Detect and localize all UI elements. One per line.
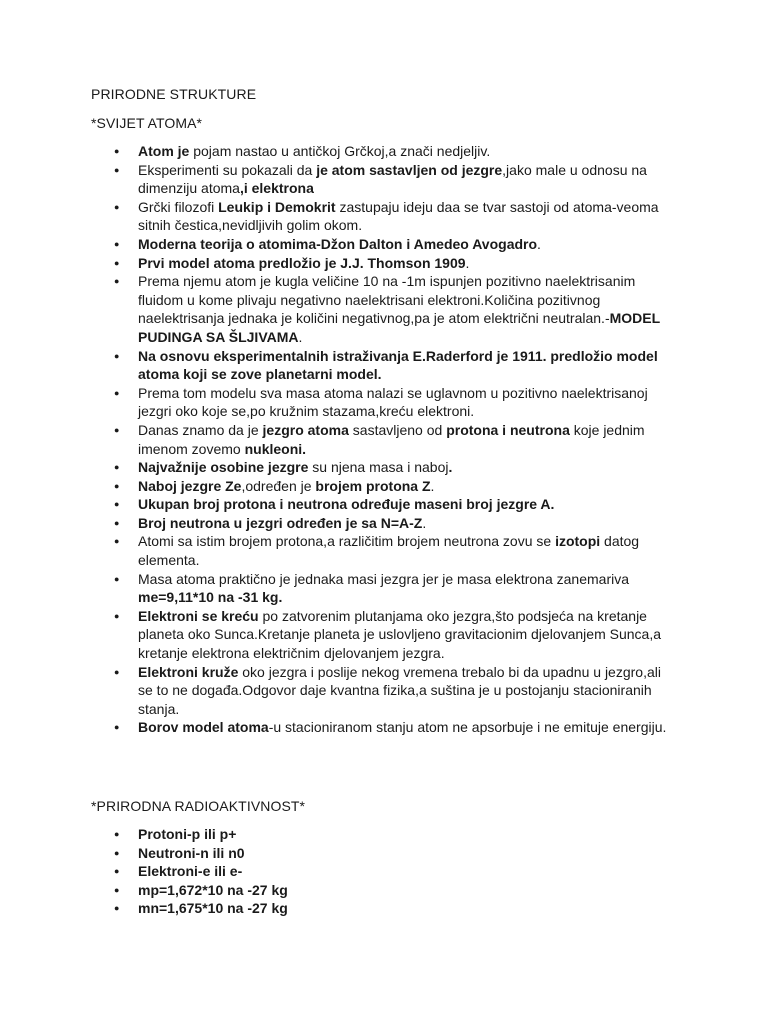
- bold-text: ,i elektrona: [239, 180, 314, 197]
- bold-text: me=9,11*10 na -31 kg.: [138, 589, 283, 606]
- text: Grčki filozofi: [138, 198, 219, 215]
- text: sastavljeno od: [348, 421, 447, 438]
- text: Prema tom modelu sva masa atoma nalazi se uglavnom u pozitivno naelektrisanoj jezgri oko koje se,po kružnim stazama,kreću elektroni.: [138, 384, 648, 420]
- list-item: [0, 825, 678, 844]
- text: Atomi sa istim brojem protona,a različitim brojem neutrona zovu se: [138, 533, 556, 550]
- bold-text: Broj neutrona u jezgri određen je sa N=A-Z: [138, 514, 423, 531]
- list-item: [0, 514, 678, 533]
- list-item: [0, 161, 678, 198]
- text: Masa atoma praktično je jednaka masi jezgra jer je masa elektrona zanemariva: [138, 570, 630, 587]
- bold-text: Elektroni se kreću: [138, 607, 259, 624]
- bold-text: mn=1,675*10 na -27 kg: [138, 900, 288, 917]
- list-item: [0, 458, 678, 477]
- list-item: [0, 421, 678, 458]
- text: koje jednim imenom zovemo: [138, 421, 645, 457]
- bold-text: Elektroni-e ili e-: [138, 863, 243, 880]
- bold-text: MODEL PUDINGA SA ŠLJIVAMA: [138, 310, 660, 345]
- list-item: [0, 844, 678, 863]
- bold-text: nukleoni.: [244, 440, 307, 457]
- text: .: [298, 328, 303, 345]
- list-item: [0, 881, 678, 900]
- list-item: [0, 235, 678, 254]
- text: pojam nastao u antičkoj Grčkoj,a znači nedjeljiv.: [189, 143, 491, 159]
- bold-text: Prvi model atoma predložio je J.J. Thomson 1909: [138, 254, 466, 271]
- text: Prema njemu atom je kugla veličine 10 na -1m ispunjen pozitivno naelektrisanim fluidom u kome plivaju negativno naelektrisani elektroni.Količina pozitivnog naelektrisanja jednaka je količini negativnog,pa je atom električni neutralan.-: [138, 273, 636, 327]
- bold-text: Moderna teorija o atomima-Džon Dalton i Amedeo Avogadro: [138, 235, 538, 252]
- list-item: [0, 272, 678, 346]
- list-item: [0, 532, 678, 569]
- bold-text: Najvažnije osobine jezgre: [138, 459, 309, 476]
- text: Eksperimenti su pokazali da: [138, 161, 317, 178]
- bold-text: mp=1,672*10 na -27 kg: [138, 881, 288, 898]
- list-item: [0, 718, 678, 737]
- text: ,određen je: [241, 477, 316, 494]
- bold-text: Borov model atoma: [138, 719, 269, 736]
- bold-text: Na osnovu eksperimentalnih istraživanja E.Raderford je 1911. predložio model atoma koji se zove planetarni model.: [138, 347, 658, 383]
- document-title: PRIRODNE STRUKTURE: [91, 86, 257, 102]
- section-heading-prirodna-radioaktivnost: *PRIRODNA RADIOAKTIVNOST*: [91, 798, 306, 814]
- list-item: [0, 477, 678, 496]
- text: datog elementa.: [138, 533, 640, 569]
- list-item: [0, 254, 678, 273]
- text: Danas znamo da je: [138, 421, 263, 438]
- bold-text: Atom je: [138, 143, 190, 159]
- list-item: [0, 663, 678, 719]
- bold-text: brojem protona Z: [315, 477, 431, 494]
- bold-text: Leukip i Demokrit: [218, 198, 336, 215]
- bold-text: .: [448, 459, 453, 476]
- text: zastupaju ideju daa se tvar sastoji od atoma-veoma sitnih čestica,nevidljivih golim okom.: [138, 198, 659, 234]
- bold-text: Neutroni-n ili n0: [138, 844, 245, 861]
- list-item: [0, 607, 678, 663]
- bullet-list-prirodna-radioaktivnost: [0, 825, 768, 918]
- text: oko jezgra i poslije nekog vremena trebalo bi da upadnu u jezgro,ali se to ne događa.Odgovor daje kvantna fizika,a suština je u postojanju stacioniranih stanja.: [138, 663, 661, 717]
- list-item: [0, 570, 678, 607]
- bold-text: Elektroni kruže: [138, 663, 239, 680]
- list-item: [0, 198, 678, 235]
- bold-text: Ukupan broj protona i neutrona određuje maseni broj jezgre A.: [138, 496, 555, 513]
- bold-text: jezgro atoma: [262, 421, 349, 438]
- bold-text: Naboj jezgre Ze: [138, 477, 242, 494]
- bullet-list-svijet-atoma: [0, 142, 768, 737]
- text: po zatvorenim plutanjama oko jezgra,što podsjeća na kretanje planeta oko Sunca.Kretanje planeta je uslovljeno gravitacionim djelovanjem Sunca,a kretanje elektrona električnim djelovanjem jezgra.: [138, 607, 661, 662]
- text: .: [537, 235, 541, 252]
- text: .: [465, 254, 470, 271]
- list-item: [0, 384, 678, 421]
- text: -u stacioniranom stanju atom ne apsorbuje i ne emituje energiju.: [268, 719, 667, 736]
- text: ,jako male u odnosu na dimenziju atoma: [138, 161, 647, 197]
- text: .: [430, 477, 435, 494]
- list-item: [0, 899, 678, 918]
- list-item: [0, 495, 678, 514]
- text: su njena masa i naboj: [308, 459, 449, 476]
- text: .: [422, 514, 427, 531]
- bold-text: izotopi: [555, 533, 601, 550]
- bold-text: Protoni-p ili p+: [138, 826, 237, 842]
- section-heading-svijet-atoma: *SVIJET ATOMA*: [91, 115, 203, 131]
- list-item: [0, 347, 678, 384]
- list-item: [0, 862, 678, 881]
- bold-text: je atom sastavljen od jezgre: [316, 161, 503, 178]
- bold-text: protona i neutrona: [446, 421, 570, 438]
- list-item: [0, 142, 678, 161]
